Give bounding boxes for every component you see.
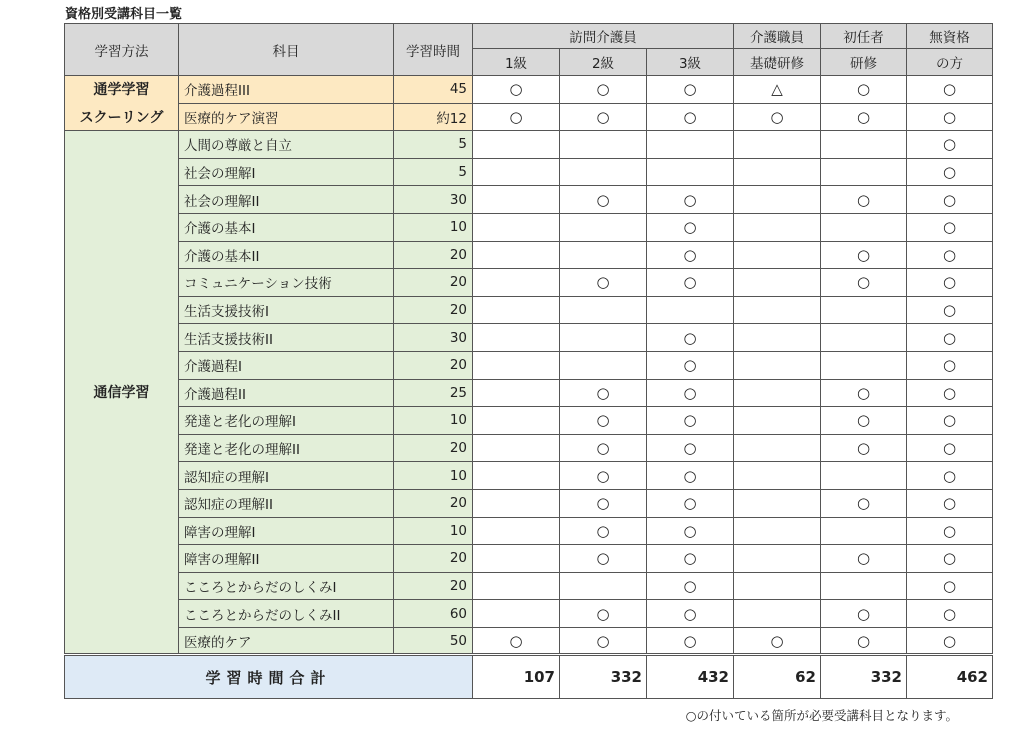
- mark-cell: ○: [734, 103, 821, 131]
- subject-cell: 生活支援技術II: [179, 324, 394, 352]
- hours-cell: 30: [394, 186, 473, 214]
- total-label: 学習時間合計: [65, 655, 473, 699]
- subject-cell: 生活支援技術I: [179, 296, 394, 324]
- hours-cell: 20: [394, 241, 473, 269]
- mark-cell: ○: [907, 351, 993, 379]
- mark-cell: ○: [907, 407, 993, 435]
- mark-cell: ○: [907, 296, 993, 324]
- mark-cell: ○: [647, 407, 734, 435]
- header-houmon-kaigoin: 訪問介護員: [473, 24, 734, 49]
- mark-cell: ○: [907, 600, 993, 628]
- mark-cell: ○: [821, 241, 907, 269]
- mark-cell: [821, 572, 907, 600]
- mark-cell: ○: [473, 627, 560, 655]
- mark-cell: [821, 131, 907, 159]
- table-row: [65, 517, 993, 545]
- mark-cell: [560, 324, 647, 352]
- subject-cell: 介護過程III: [179, 76, 394, 104]
- subject-cell: 介護の基本I: [179, 213, 394, 241]
- mark-cell: ○: [647, 103, 734, 131]
- mark-cell: [734, 269, 821, 297]
- course-table: [64, 23, 993, 699]
- subject-cell: 人間の尊厳と自立: [179, 131, 394, 159]
- mark-cell: ○: [907, 434, 993, 462]
- hours-cell: 25: [394, 379, 473, 407]
- mark-cell: ○: [647, 213, 734, 241]
- mark-cell: ○: [821, 600, 907, 628]
- hours-cell: 約12: [394, 103, 473, 131]
- mark-cell: ○: [907, 517, 993, 545]
- table-row: [65, 324, 993, 352]
- mark-cell: [821, 296, 907, 324]
- mark-cell: [734, 379, 821, 407]
- table-row: [65, 241, 993, 269]
- table-row: [65, 489, 993, 517]
- mark-cell: [473, 241, 560, 269]
- method-schooling: [65, 76, 179, 131]
- mark-cell: [647, 296, 734, 324]
- mark-cell: ○: [907, 186, 993, 214]
- mark-cell: ○: [647, 489, 734, 517]
- hours-cell: 50: [394, 627, 473, 655]
- mark-cell: [473, 517, 560, 545]
- mark-cell: ○: [647, 324, 734, 352]
- header-kenshu: 研修: [821, 49, 907, 76]
- table-row: [65, 627, 993, 655]
- mark-cell: ○: [647, 572, 734, 600]
- table-row: [65, 379, 993, 407]
- mark-cell: ○: [821, 407, 907, 435]
- table-row: [65, 351, 993, 379]
- subject-cell: コミュニケーション技術: [179, 269, 394, 297]
- total-row: [65, 655, 993, 699]
- subject-cell: 発達と老化の理解I: [179, 407, 394, 435]
- mark-cell: ○: [647, 76, 734, 104]
- header-shoninsha: 初任者: [821, 24, 907, 49]
- hours-cell: 20: [394, 434, 473, 462]
- mark-cell: ○: [560, 434, 647, 462]
- mark-cell: ○: [560, 76, 647, 104]
- subject-cell: 介護過程I: [179, 351, 394, 379]
- mark-cell: [647, 131, 734, 159]
- mark-cell: [473, 489, 560, 517]
- hours-cell: 10: [394, 213, 473, 241]
- table-row: [65, 462, 993, 490]
- mark-cell: [821, 158, 907, 186]
- table-row: [65, 572, 993, 600]
- mark-cell: ○: [647, 379, 734, 407]
- mark-cell: ○: [560, 269, 647, 297]
- subject-cell: 医療的ケア演習: [179, 103, 394, 131]
- method-schooling-line2: スクーリング: [79, 110, 164, 127]
- header-subject: 科目: [179, 24, 394, 76]
- mark-cell: ○: [560, 600, 647, 628]
- mark-cell: ○: [647, 517, 734, 545]
- hours-cell: 5: [394, 131, 473, 159]
- table-row: [65, 545, 993, 573]
- mark-cell: ○: [907, 572, 993, 600]
- header-level-1: 1級: [473, 49, 560, 76]
- table-row: [65, 269, 993, 297]
- mark-cell: [734, 434, 821, 462]
- header-hours: 学習時間: [394, 24, 473, 76]
- table-row: [65, 76, 993, 104]
- hours-cell: 20: [394, 489, 473, 517]
- mark-cell: ○: [647, 627, 734, 655]
- mark-cell: ○: [821, 627, 907, 655]
- subject-cell: 認知症の理解I: [179, 462, 394, 490]
- mark-cell: [734, 407, 821, 435]
- table-row: [65, 407, 993, 435]
- mark-cell: ○: [907, 379, 993, 407]
- mark-cell: ○: [907, 131, 993, 159]
- mark-cell: ○: [560, 379, 647, 407]
- hours-cell: 30: [394, 324, 473, 352]
- mark-cell: ○: [907, 76, 993, 104]
- subject-cell: 発達と老化の理解II: [179, 434, 394, 462]
- hours-cell: 20: [394, 296, 473, 324]
- mark-cell: [473, 600, 560, 628]
- hours-cell: 10: [394, 517, 473, 545]
- hours-cell: 5: [394, 158, 473, 186]
- mark-cell: [821, 462, 907, 490]
- mark-cell: [560, 572, 647, 600]
- total-value: 332: [560, 655, 647, 699]
- subject-cell: 介護過程II: [179, 379, 394, 407]
- mark-cell: [734, 489, 821, 517]
- mark-cell: [560, 213, 647, 241]
- mark-cell: ○: [647, 241, 734, 269]
- mark-cell: [734, 186, 821, 214]
- mark-cell: [734, 600, 821, 628]
- mark-cell: ○: [560, 489, 647, 517]
- subject-cell: こころとからだのしくみII: [179, 600, 394, 628]
- mark-cell: ○: [821, 269, 907, 297]
- table-row: [65, 103, 993, 131]
- mark-cell: ○: [907, 545, 993, 573]
- header-kaigo-shokuin: 介護職員: [734, 24, 821, 49]
- mark-cell: [473, 351, 560, 379]
- total-value: 107: [473, 655, 560, 699]
- mark-cell: ○: [907, 158, 993, 186]
- mark-cell: ○: [647, 269, 734, 297]
- mark-cell: ○: [560, 517, 647, 545]
- hours-cell: 20: [394, 545, 473, 573]
- mark-cell: ○: [907, 324, 993, 352]
- mark-cell: [821, 213, 907, 241]
- subject-cell: 障害の理解I: [179, 517, 394, 545]
- mark-cell: ○: [907, 103, 993, 131]
- subject-cell: 社会の理解II: [179, 186, 394, 214]
- header-level-2: 2級: [560, 49, 647, 76]
- mark-cell: ○: [560, 407, 647, 435]
- mark-cell: [647, 158, 734, 186]
- header-kiso-kenshu: 基礎研修: [734, 49, 821, 76]
- mark-cell: ○: [560, 545, 647, 573]
- total-value: 462: [907, 655, 993, 699]
- mark-cell: ○: [647, 600, 734, 628]
- mark-cell: [734, 213, 821, 241]
- mark-cell: [473, 296, 560, 324]
- mark-cell: [473, 213, 560, 241]
- mark-cell: [821, 517, 907, 545]
- mark-cell: [473, 572, 560, 600]
- mark-cell: ○: [560, 103, 647, 131]
- mark-cell: [473, 324, 560, 352]
- mark-cell: [473, 269, 560, 297]
- mark-cell: ○: [821, 379, 907, 407]
- total-value: 62: [734, 655, 821, 699]
- mark-cell: ○: [473, 76, 560, 104]
- mark-cell: [734, 351, 821, 379]
- subject-cell: 障害の理解II: [179, 545, 394, 573]
- table-row: [65, 213, 993, 241]
- mark-cell: ○: [907, 627, 993, 655]
- mark-cell: ○: [907, 213, 993, 241]
- mark-cell: ○: [647, 434, 734, 462]
- mark-cell: [560, 158, 647, 186]
- mark-cell: [560, 241, 647, 269]
- total-value: 332: [821, 655, 907, 699]
- mark-cell: [734, 572, 821, 600]
- table-row: [65, 600, 993, 628]
- subject-cell: 医療的ケア: [179, 627, 394, 655]
- mark-cell: ○: [821, 76, 907, 104]
- mark-cell: ○: [560, 627, 647, 655]
- header-mushikaku: 無資格: [907, 24, 993, 49]
- mark-cell: [560, 296, 647, 324]
- table-row: [65, 186, 993, 214]
- mark-cell: [560, 131, 647, 159]
- mark-cell: [734, 462, 821, 490]
- mark-cell: ○: [560, 462, 647, 490]
- hours-cell: 10: [394, 462, 473, 490]
- table-row: [65, 296, 993, 324]
- subject-cell: 介護の基本II: [179, 241, 394, 269]
- mark-cell: ○: [821, 103, 907, 131]
- mark-cell: ○: [647, 186, 734, 214]
- mark-cell: ○: [821, 186, 907, 214]
- header-no-qualification: の方: [907, 49, 993, 76]
- mark-cell: [734, 296, 821, 324]
- mark-cell: [473, 379, 560, 407]
- footnote: ○の付いている箇所が必要受講科目となります。: [685, 708, 958, 723]
- mark-cell: ○: [647, 351, 734, 379]
- mark-cell: [734, 545, 821, 573]
- header-level-3: 3級: [647, 49, 734, 76]
- mark-cell: ○: [734, 627, 821, 655]
- hours-cell: 20: [394, 351, 473, 379]
- mark-cell: [734, 131, 821, 159]
- mark-cell: [734, 517, 821, 545]
- mark-cell: [473, 545, 560, 573]
- table-row: [65, 158, 993, 186]
- mark-cell: △: [734, 76, 821, 104]
- mark-cell: ○: [907, 241, 993, 269]
- hours-cell: 45: [394, 76, 473, 104]
- method-schooling-line1: 通学学習: [93, 82, 150, 99]
- mark-cell: [560, 351, 647, 379]
- mark-cell: ○: [473, 103, 560, 131]
- method-correspondence: 通信学習: [65, 131, 179, 655]
- mark-cell: [473, 407, 560, 435]
- mark-cell: [734, 241, 821, 269]
- hours-cell: 10: [394, 407, 473, 435]
- mark-cell: [473, 462, 560, 490]
- header-method: 学習方法: [65, 24, 179, 76]
- mark-cell: [821, 351, 907, 379]
- mark-cell: ○: [907, 269, 993, 297]
- hours-cell: 60: [394, 600, 473, 628]
- mark-cell: ○: [647, 462, 734, 490]
- mark-cell: ○: [821, 545, 907, 573]
- mark-cell: [473, 158, 560, 186]
- subject-cell: こころとからだのしくみI: [179, 572, 394, 600]
- total-value: 432: [647, 655, 734, 699]
- table-row: [65, 434, 993, 462]
- mark-cell: [734, 158, 821, 186]
- subject-cell: 認知症の理解II: [179, 489, 394, 517]
- hours-cell: 20: [394, 572, 473, 600]
- mark-cell: [473, 434, 560, 462]
- mark-cell: [473, 131, 560, 159]
- mark-cell: ○: [821, 434, 907, 462]
- table-row: [65, 131, 993, 159]
- mark-cell: [734, 324, 821, 352]
- mark-cell: ○: [907, 462, 993, 490]
- mark-cell: [473, 186, 560, 214]
- mark-cell: ○: [907, 489, 993, 517]
- subject-cell: 社会の理解I: [179, 158, 394, 186]
- mark-cell: ○: [821, 489, 907, 517]
- page-title: 資格別受講科目一覧: [65, 7, 183, 22]
- hours-cell: 20: [394, 269, 473, 297]
- mark-cell: ○: [560, 186, 647, 214]
- mark-cell: [821, 324, 907, 352]
- mark-cell: ○: [647, 545, 734, 573]
